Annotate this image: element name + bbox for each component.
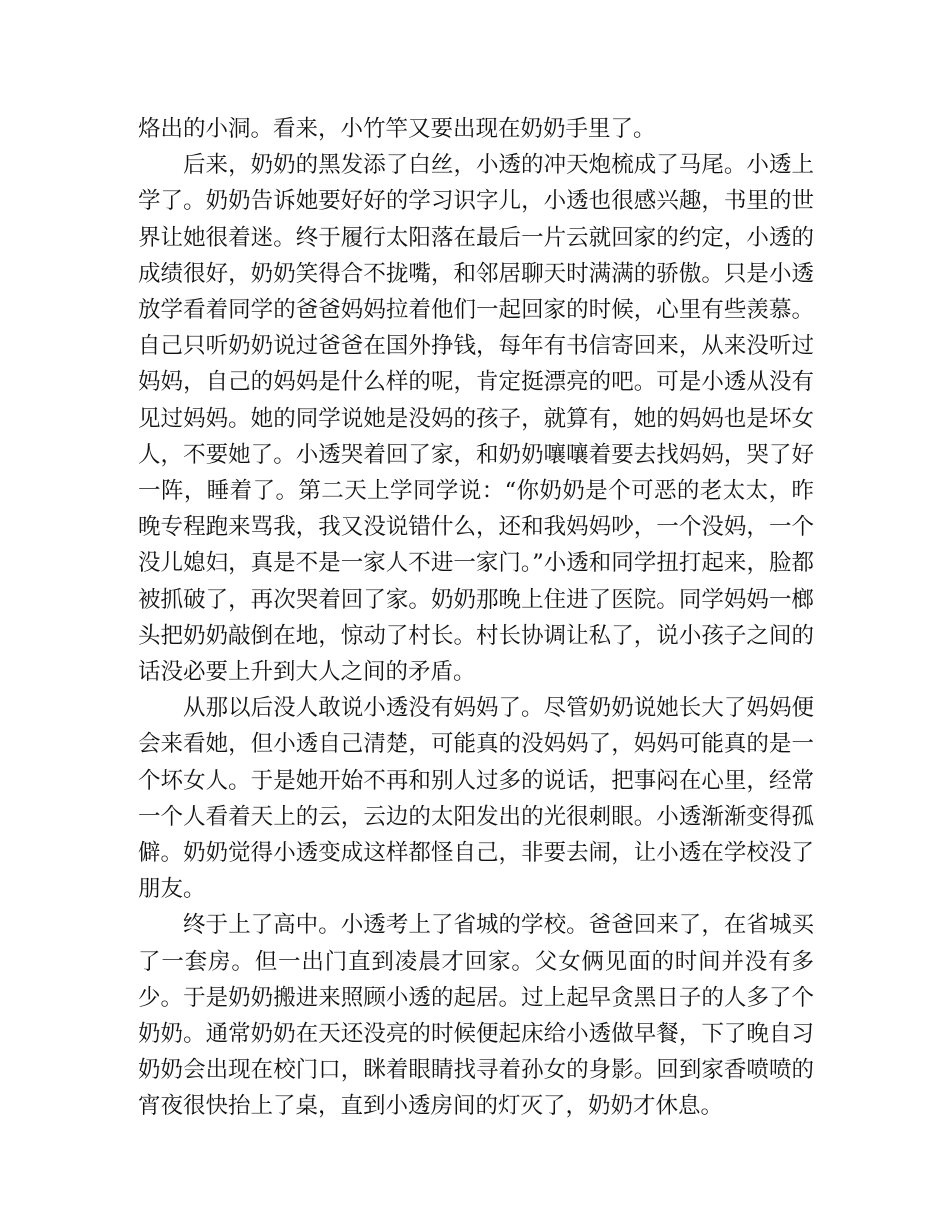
paragraph-4: 终于上了高中。小透考上了省城的学校。爸爸回来了，在省城买了一套房。但一出门直到凌晨才回家。父女俩见面的时间并没有多少。于是奶奶搬进来照顾小透的起居。过上起早贪黑日子的人多了个奶奶。通常奶奶在天还没亮的时候便起床给小透做早餐，下了晚自习奶奶会出现在校门口，眯着眼睛找寻着孙女的身影。回到家香喷喷的宵夜很快抬上了桌，直到小透房间的灯灭了，奶奶才休息。 xyxy=(138,912,814,1120)
paragraph-2: 后来，奶奶的黑发添了白丝，小透的冲天炮梳成了马尾。小透上学了。奶奶告诉她要好好的学习识字儿，小透也很感兴趣，书里的世界让她很着迷。终于履行太阳落在最后一片云就回家的约定，小透的成绩很好，奶奶笑得合不拢嘴，和邻居聊天时满满的骄傲。只是小透放学看着同学的爸爸妈妈拉着他们一起回家的时候，心里有些羡慕。自己只听奶奶说过爸爸在国外挣钱，每年有书信寄回来，从来没听过妈妈，自己的妈妈是什么样的呢，肯定挺漂亮的吧。可是小透从没有见过妈妈。她的同学说她是没妈的孩子，就算有，她的妈妈也是坏女人，不要她了。小透哭着回了家，和奶奶嚷嚷着要去找妈妈，哭了好一阵，睡着了。第二天上学同学说：“你奶奶是个可恶的老太太，昨晚专程跑来骂我，我又没说错什么，还和我妈妈吵，一个没妈，一个没儿媳妇，真是不是一家人不进一家门。”小透和同学扭打起来，脸都被抓破了，再次哭着回了家。奶奶那晚上住进了医院。同学妈妈一榔头把奶奶敲倒在地，惊动了村长。村长协调让私了，说小孩子之间的话没必要上升到大人之间的矛盾。 xyxy=(138,152,814,686)
body-text xyxy=(138,111,814,1125)
paragraph-3: 从那以后没人敢说小透没有妈妈了。尽管奶奶说她长大了妈妈便会来看她，但小透自己清楚，可能真的没妈妈了，妈妈可能真的是一个坏女人。于是她开始不再和别人过多的说话，把事闷在心里，经常一个人看着天上的云，云边的太阳发出的光很刺眼。小透渐渐变得孤僻。奶奶觉得小透变成这样都怪自己，非要去闹，让小透在学校没了朋友。 xyxy=(138,695,814,903)
paragraph-1: 烙出的小洞。看来，小竹竿又要出现在奶奶手里了。 xyxy=(138,116,656,142)
